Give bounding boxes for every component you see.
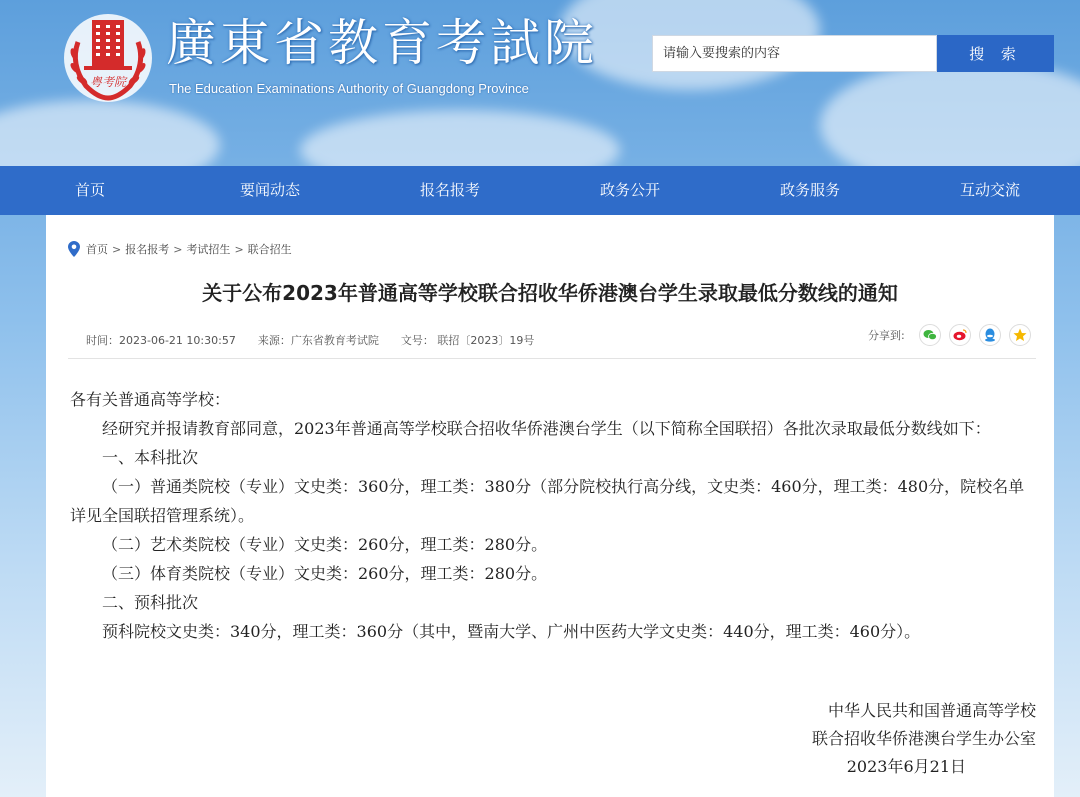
signature-org-1: 中华人民共和国普通高等学校 [827, 701, 1036, 720]
breadcrumb-registration[interactable]: 报名报考 [125, 243, 170, 256]
item-general-colleges: （一）普通类院校（专业）文史类：360分，理工类：380分（部分院校执行高分线，文史类：460分，理工类：480分，院校名单详见全国联招管理系统）。 [70, 477, 1025, 525]
location-pin-icon [68, 241, 80, 257]
nav-item-services[interactable]: 政务服务 [779, 181, 840, 199]
breadcrumb-separator: > [112, 242, 122, 256]
nav-item-registration[interactable]: 报名报考 [419, 181, 480, 199]
search-button[interactable]: 搜 索 [937, 35, 1054, 72]
share-bar [868, 324, 1031, 346]
item-arts-colleges: （二）艺术类院校（专业）文史类：260分，理工类：280分。 [102, 535, 548, 554]
wechat-share-icon[interactable] [919, 324, 941, 346]
search-input[interactable] [652, 35, 937, 72]
section-preparatory: 二、预科批次 [102, 593, 199, 612]
main-nav [0, 166, 1080, 215]
nav-item-interaction[interactable]: 互动交流 [959, 181, 1020, 199]
article-title: 关于公布2023年普通高等学校联合招收华侨港澳台学生录取最低分数线的通知 [202, 281, 898, 305]
breadcrumb [68, 241, 292, 257]
section-undergraduate: 一、本科批次 [102, 448, 199, 467]
site-header [0, 0, 1080, 166]
intro-paragraph: 经研究并报请教育部同意，2023年普通高等学校联合招收华侨港澳台学生（以下简称全国联招）各批次录取最低分数线如下： [102, 419, 991, 438]
nav-item-home[interactable]: 首页 [74, 181, 105, 199]
qzone-share-icon[interactable] [1009, 324, 1031, 346]
cloud-decoration [0, 100, 220, 166]
article-body [70, 385, 1038, 646]
breadcrumb-separator: > [173, 242, 183, 256]
nav-item-public-affairs[interactable]: 政务公开 [599, 181, 660, 199]
qq-share-icon[interactable] [979, 324, 1001, 346]
share-label: 分享到: [868, 329, 905, 342]
salutation: 各有关普通高等学校： [70, 390, 231, 409]
meta-time: 时间：2023-06-21 10:30:57 [86, 334, 236, 347]
signature-org-2: 联合招收华侨港澳台学生办公室 [811, 729, 1036, 748]
logo-emblem-icon[interactable] [62, 12, 154, 104]
weibo-share-icon[interactable] [949, 324, 971, 346]
signature-block [812, 697, 1036, 781]
meta-doc-number: 文号： 联招〔2023〕19号 [400, 334, 535, 347]
cloud-decoration [820, 60, 1080, 166]
breadcrumb-home[interactable]: 首页 [86, 243, 108, 256]
breadcrumb-separator: > [234, 242, 244, 256]
cloud-decoration [300, 110, 620, 166]
breadcrumb-joint-admission[interactable]: 联合招生 [247, 243, 292, 256]
title-divider [68, 358, 1036, 359]
item-sports-colleges: （三）体育类院校（专业）文史类：260分，理工类：280分。 [102, 564, 548, 583]
nav-item-news[interactable]: 要闻动态 [239, 181, 300, 199]
logo-caption: 粤考院 [89, 75, 127, 89]
breadcrumb-exam-admission[interactable]: 考试招生 [186, 243, 231, 256]
site-title-cn[interactable]: 廣東省教育考試院 [166, 14, 598, 72]
article-panel [46, 215, 1054, 797]
site-title-en: The Education Examinations Authority of Guangdong Province [169, 81, 529, 96]
signature-date: 2023年6月21日 [846, 757, 966, 776]
meta-source: 来源：广东省教育考试院 [257, 334, 379, 347]
item-preparatory: 预科院校文史类：340分，理工类：360分（其中，暨南大学、广州中医药大学文史类：440分，理工类：460分）。 [102, 622, 921, 641]
article-meta [86, 332, 556, 348]
